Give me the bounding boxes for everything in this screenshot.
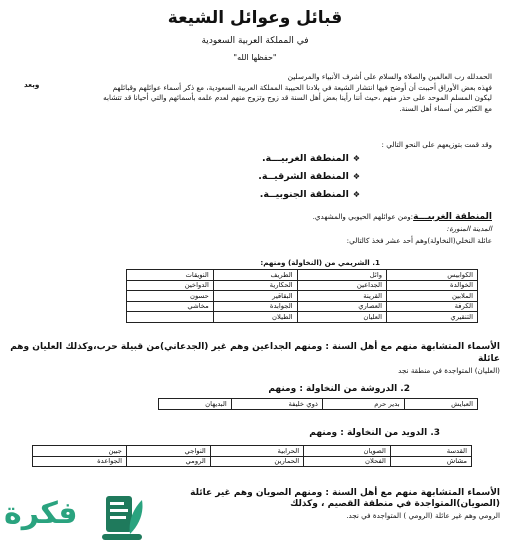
- similar-names-2: الأسماء المتشابهة منهم مع أهل السنة : ومنهم الصويان وهم غير عائلة (الصويان)المتواجدة في منطقة القصيم ، وكذلك الرومي وهم غير عائلة (الرومي ) المتواجدة في نجد.: [190, 488, 500, 520]
- table-cell: البديهان: [159, 399, 232, 410]
- intro-paragraph: [22, 72, 492, 114]
- region-item: ❖المنطقة الجنوبيــة.: [259, 189, 360, 200]
- table-cell: الطريف: [213, 270, 297, 281]
- table-cell: حسون: [127, 291, 214, 302]
- logo-text: فكرة: [4, 496, 78, 531]
- table-cell: [127, 312, 214, 323]
- table-cell: الحكارية: [213, 280, 297, 291]
- table-cell: الفحلان: [304, 456, 391, 467]
- family-label: عائلة النخلي(النخاولة)وهم أحد عشر فخذ كالتالي:: [346, 236, 492, 245]
- intro-line-1: الحمدلله رب العالمين والصلاة والسلام على أشرف الأنبياء والمرسلين: [287, 72, 492, 81]
- table-cell: الرومي: [127, 456, 211, 467]
- table-cell: الدواخين: [127, 280, 214, 291]
- table-cell: النويقات: [127, 270, 214, 281]
- table-cell: القدسة: [390, 446, 471, 457]
- table-row: [127, 291, 478, 302]
- diamond-bullet-icon: ❖: [352, 172, 360, 181]
- diamond-bullet-icon: ❖: [352, 190, 360, 199]
- regions-list: [258, 150, 360, 204]
- document-subtitle: في المملكة العربية السعودية: [201, 36, 309, 46]
- table-cell: التنقيري: [387, 312, 478, 323]
- table-cell: الكوابيس: [387, 270, 478, 281]
- document-title: قبائل وعوائل الشيعة: [167, 8, 343, 28]
- darawsha-table: [158, 398, 478, 410]
- region-item: ❖المنطقة الشرقيــة.: [258, 171, 360, 182]
- table-cell: الجوابدة: [213, 301, 297, 312]
- intro-line-2: فهذه بعض الأوراق أحببت أن أوضح فيها انتشار الشيعة في بلادنا الحبيبة المملكة العربية السعودية، مع ذكر أسماء عوائلهم وقبائلهم: [112, 82, 492, 92]
- table-row: [127, 280, 478, 291]
- branch-1-label: 1. الشريمي من (النخاولة) ومنهم:: [260, 258, 380, 267]
- document-subtitle-note: "حفظها الله": [233, 53, 277, 62]
- table-cell: النواجي: [127, 446, 211, 457]
- document-leaf-icon: [100, 490, 146, 544]
- table-row: [33, 456, 472, 467]
- table-cell: الكرفة: [387, 301, 478, 312]
- table-cell: ذوي خليفة: [231, 399, 322, 410]
- table-cell: العبايش: [404, 399, 477, 410]
- table-cell: العصاري: [297, 301, 386, 312]
- table-cell: وائل: [297, 270, 386, 281]
- table-cell: الجواعدة: [33, 456, 127, 467]
- duwaid-table: [32, 445, 472, 467]
- site-logo: [0, 486, 160, 550]
- division-intro: وقد قمت بتوزيعهم على النحو التالي :: [381, 140, 492, 149]
- city-label: المدينة المنورة:: [446, 225, 492, 233]
- table-cell: البقاقير: [213, 291, 297, 302]
- intro-line-4: مع الكثير من أسماء أهل السنة.: [399, 103, 492, 113]
- table-cell: الطيلان: [213, 312, 297, 323]
- table-row: [127, 270, 478, 281]
- table-row: [127, 301, 478, 312]
- western-heading: المنطقة الغربيـــة:ومن عوائلهم الحيوبي والمشهدي.: [312, 212, 492, 222]
- shurimi-table: [126, 269, 478, 323]
- similar-names-1: الأسماء المتشابهة منهم مع أهل السنة : ومنهم الجداعين وهم غير (الجدعاني)من قبيلة حرب،وكذلك العليان وهم عائلة (العليان) المتواجدة في منطقة نجد: [10, 342, 500, 375]
- table-row: [127, 312, 478, 323]
- table-cell: الحرابية: [210, 446, 303, 457]
- branch-3-label: 3. الدويد من النخاولة : ومنهم: [309, 428, 440, 438]
- table-cell: القرينة: [297, 291, 386, 302]
- table-cell: بدير حرم: [322, 399, 404, 410]
- table-cell: الخوالدة: [387, 280, 478, 291]
- table-cell: الملابين: [387, 291, 478, 302]
- table-cell: مشاش: [390, 456, 471, 467]
- table-cell: الجداعين: [297, 280, 386, 291]
- branch-2-label: 2. الدروشة من النخاولة : ومنهم: [268, 384, 410, 394]
- intro-wabaad: وبعد: [24, 80, 40, 89]
- table-cell: الصويان: [304, 446, 391, 457]
- table-cell: جبين: [33, 446, 127, 457]
- table-cell: الحمارين: [210, 456, 303, 467]
- region-item: ❖المنطقة الغربيـــة.: [261, 153, 360, 164]
- table-row: [159, 399, 478, 410]
- diamond-bullet-icon: ❖: [352, 154, 360, 163]
- table-cell: مخاشي: [127, 301, 214, 312]
- intro-line-3: ليكون المسلم الموحد على حذر منهم ،حيث أننا رأينا بعض أهل السنة قد زوج وتزوج منهم لعدم علمه بأسمائهم والتي أحيانا قد تتشابه: [103, 93, 492, 102]
- table-row: [33, 446, 472, 457]
- table-cell: العليان: [297, 312, 386, 323]
